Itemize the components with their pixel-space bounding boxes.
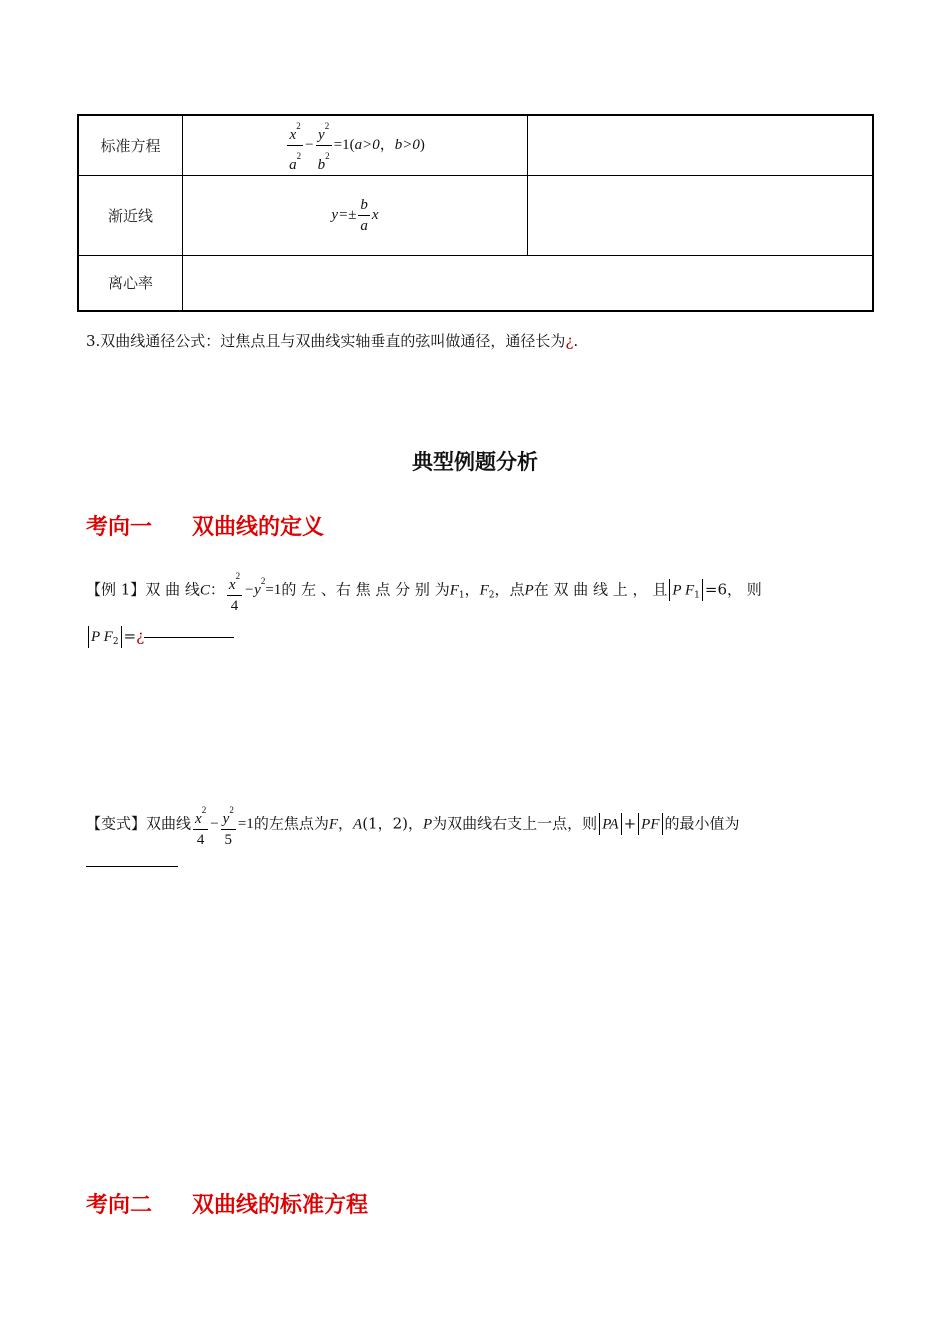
table-row xyxy=(78,176,873,256)
answer-blank xyxy=(144,637,234,638)
empty-cell xyxy=(183,256,874,311)
topic-heading: 考向一 双曲线的定义 xyxy=(86,515,325,540)
hyperbola-properties-table xyxy=(77,114,874,312)
asymptote-cell xyxy=(183,176,528,256)
page-title: 典型例题分析 xyxy=(412,450,538,474)
row-label: 离心率 xyxy=(78,256,183,311)
topic-heading: 考向二 双曲线的标准方程 xyxy=(86,1193,369,1218)
standard-equation-cell xyxy=(183,115,528,176)
answer-blank xyxy=(86,866,178,867)
variant-problem: 【变式】双曲线 $\frac{x^2}{4}$ − $\frac{y^2}{5}$ =1的左焦点为F，A(1，2)，P为双曲线右支上一点，则 PA + PF 的最小值为 xyxy=(86,800,876,850)
example-1: 【例 1】双 曲 线C： $\frac{x^2}{4}$ $-y^2=1$的 左 、右 焦 点 分 别 为$F_1$，$F_2$，点P在 双 曲 线 上 ， 且 P $F_1 =6$， 则 xyxy=(86,566,866,616)
row-label: 标准方程 xyxy=(78,115,183,176)
latus-rectum-note: 3.双曲线通径公式：过焦点且与双曲线实轴垂直的弦叫做通径，通径长为¿. xyxy=(86,332,579,350)
example-1-answer-line: P $F_2$ =¿ xyxy=(86,626,234,648)
row-label: 渐近线 xyxy=(78,176,183,256)
standard-equation: $\frac{x^2}{a^2}$ − $\frac{y^2}{b^2}$ =1(a>0，b>0) xyxy=(285,137,425,153)
table-row xyxy=(78,115,873,176)
empty-cell xyxy=(528,115,874,176)
asymptote-equation: y=± $\frac{b}{a}$ x xyxy=(331,197,379,234)
empty-cell xyxy=(528,176,874,256)
table-row xyxy=(78,256,873,311)
